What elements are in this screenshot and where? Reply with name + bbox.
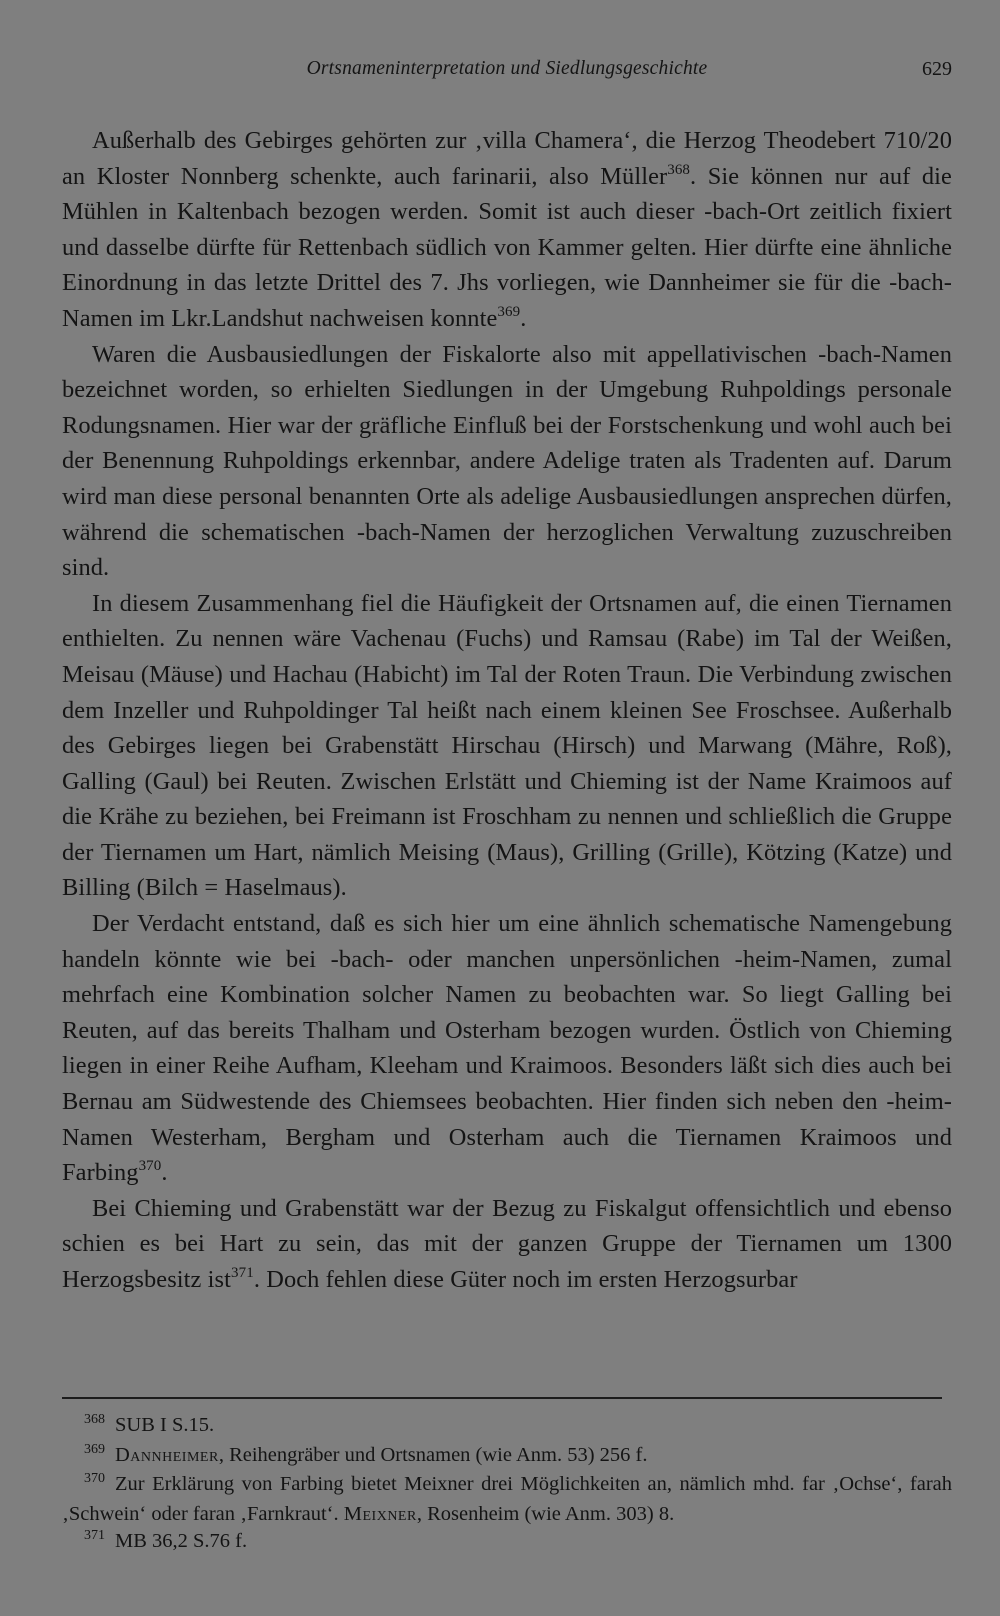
paragraph — [62, 337, 952, 586]
footnotes — [62, 1412, 952, 1558]
paragraph — [62, 906, 952, 1191]
footnote-number: 368 — [84, 1412, 105, 1427]
body-text — [62, 123, 952, 1298]
footnote-number: 369 — [84, 1441, 105, 1457]
footnote-ref: 368 — [667, 161, 691, 178]
paragraph — [62, 123, 952, 337]
page-number: 629 — [922, 58, 952, 80]
paragraph — [62, 586, 952, 906]
footnote-text: SUB I S.15. — [115, 1414, 215, 1436]
paragraph-text: . — [161, 1159, 168, 1187]
paragraph-text: . Sie können nur auf die Mühlen in Kaltenbach bezogen werden. Somit ist auch dieser -bach-Ort zeitlich fixiert und dasselbe dürfte für Rettenbach südlich von Kammer gelten. Hier dürfte eine ähnliche Einordnung in das letzte Drittel des 7. Jhs vorliegen, wie Dannheimer sie für die -bach-Namen im Lkr.Landshut nachweisen konnte — [62, 162, 952, 332]
footnote-text: , Reihengräber und Ortsnamen (wie Anm. 53) 256 f. — [218, 1443, 648, 1466]
footnote-text: Zur Erklärung von Farbing bietet Meixner drei Möglichkeiten an, nämlich mhd. far ‚Ochse‘, farah ‚Schwein‘ oder faran ‚Farnkraut‘. — [62, 1473, 952, 1525]
footnote-number: 371 — [84, 1528, 105, 1543]
footnote-text: , Rosenheim (wie Anm. 303) 8. — [416, 1502, 675, 1525]
footnote — [62, 1412, 952, 1442]
paragraph-text: Waren die Ausbausiedlungen der Fiskalorte also mit appellativischen -bach-Namen bezeichnet worden, so erhielten Siedlungen in der Umgebung Ruhpoldings personale Rodungsnamen. Hier war der gräfliche Einfluß bei der Forstschenkung und wohl auch bei der Benennung Ruhpoldings erkennbar, andere Adelige traten als Tradenten auf. Darum wird man diese personal benannten Orte als adelige Ausbausiedlungen ansprechen dürfen, während die schematischen -bach-Namen der herzoglichen Verwaltung zuzuschreiben sind. — [62, 340, 952, 582]
paragraph-text: Außerhalb des Gebirges gehörten zur ‚villa Chamera‘, die Herzog Theodebert 710/20 an Kloster Nonnberg schenkte, auch farinarii, also Müller — [62, 127, 952, 190]
footnote-divider — [62, 1397, 942, 1399]
paragraph-text: Bei Chieming und Grabenstätt war der Bezug zu Fiskalgut offensichtlich und ebenso schien es bei Hart zu sein, das mit der ganzen Gruppe der Tiernamen um 1300 Herzogsbesitz ist — [62, 1194, 952, 1293]
footnote-ref: 371 — [231, 1265, 254, 1281]
footnote-text: MB 36,2 S.76 f. — [115, 1530, 248, 1552]
paragraph-text: In diesem Zusammenhang fiel die Häufigkeit der Ortsnamen auf, die einen Tiernamen enthielten. Zu nennen wäre Vachenau (Fuchs) und Ramsau (Rabe) im Tal der Weißen, Meisau (Mäuse) und Hachau (Habicht) im Tal der Roten Traun. Die Verbindung zwischen dem Inzeller und Ruhpoldinger Tal heißt nach einem kleinen See Froschsee. Außerhalb des Gebirges liegen bei Grabenstätt Hirschau (Hirsch) und Marwang (Mähre, Roß), Galling (Gaul) bei Reuten. Zwischen Erlstätt und Chieming ist der Name Kraimoos auf die Krähe zu beziehen, bei Freimann ist Froschham zu nennen und schließlich die Gruppe der Tiernamen um Hart, nämlich Meising (Maus), Grilling (Grille), Kötzing (Katze) und Billing (Bilch = Haselmaus). — [62, 589, 952, 902]
paragraph — [62, 1191, 952, 1298]
footnote — [62, 1528, 952, 1558]
footnote-author: Dannheimer — [115, 1443, 219, 1466]
paragraph-text: . Doch fehlen diese Güter noch im ersten Herzogsurbar — [253, 1266, 798, 1293]
running-title: Ortsnameninterpretation und Siedlungsgeschichte — [306, 58, 708, 79]
footnote-number: 370 — [84, 1471, 105, 1486]
running-head — [62, 58, 952, 88]
footnote — [62, 1471, 952, 1528]
footnote-ref: 369 — [497, 303, 521, 320]
footnote-author: Meixner — [343, 1502, 417, 1525]
footnote-ref: 370 — [138, 1158, 162, 1175]
paragraph-text: Der Verdacht entstand, daß es sich hier um eine ähnlich schematische Namengebung handeln könnte wie bei -bach- oder manchen unpersönlichen -heim-Namen, zumal mehrfach eine Kombination solcher Namen zu beobachten war. So liegt Galling bei Reuten, auf das bereits Thalham und Osterham bezogen wurden. Östlich von Chieming liegen in einer Reihe Aufham, Kleeham und Kraimoos. Besonders läßt sich dies auch bei Bernau am Südwestende des Chiemsees beobachten. Hier finden sich neben den -heim-Namen Westerham, Bergham und Osterham auch die Tiernamen Kraimoos und Farbing — [62, 910, 952, 1187]
paragraph-text: . — [520, 304, 527, 332]
footnote — [62, 1442, 952, 1472]
